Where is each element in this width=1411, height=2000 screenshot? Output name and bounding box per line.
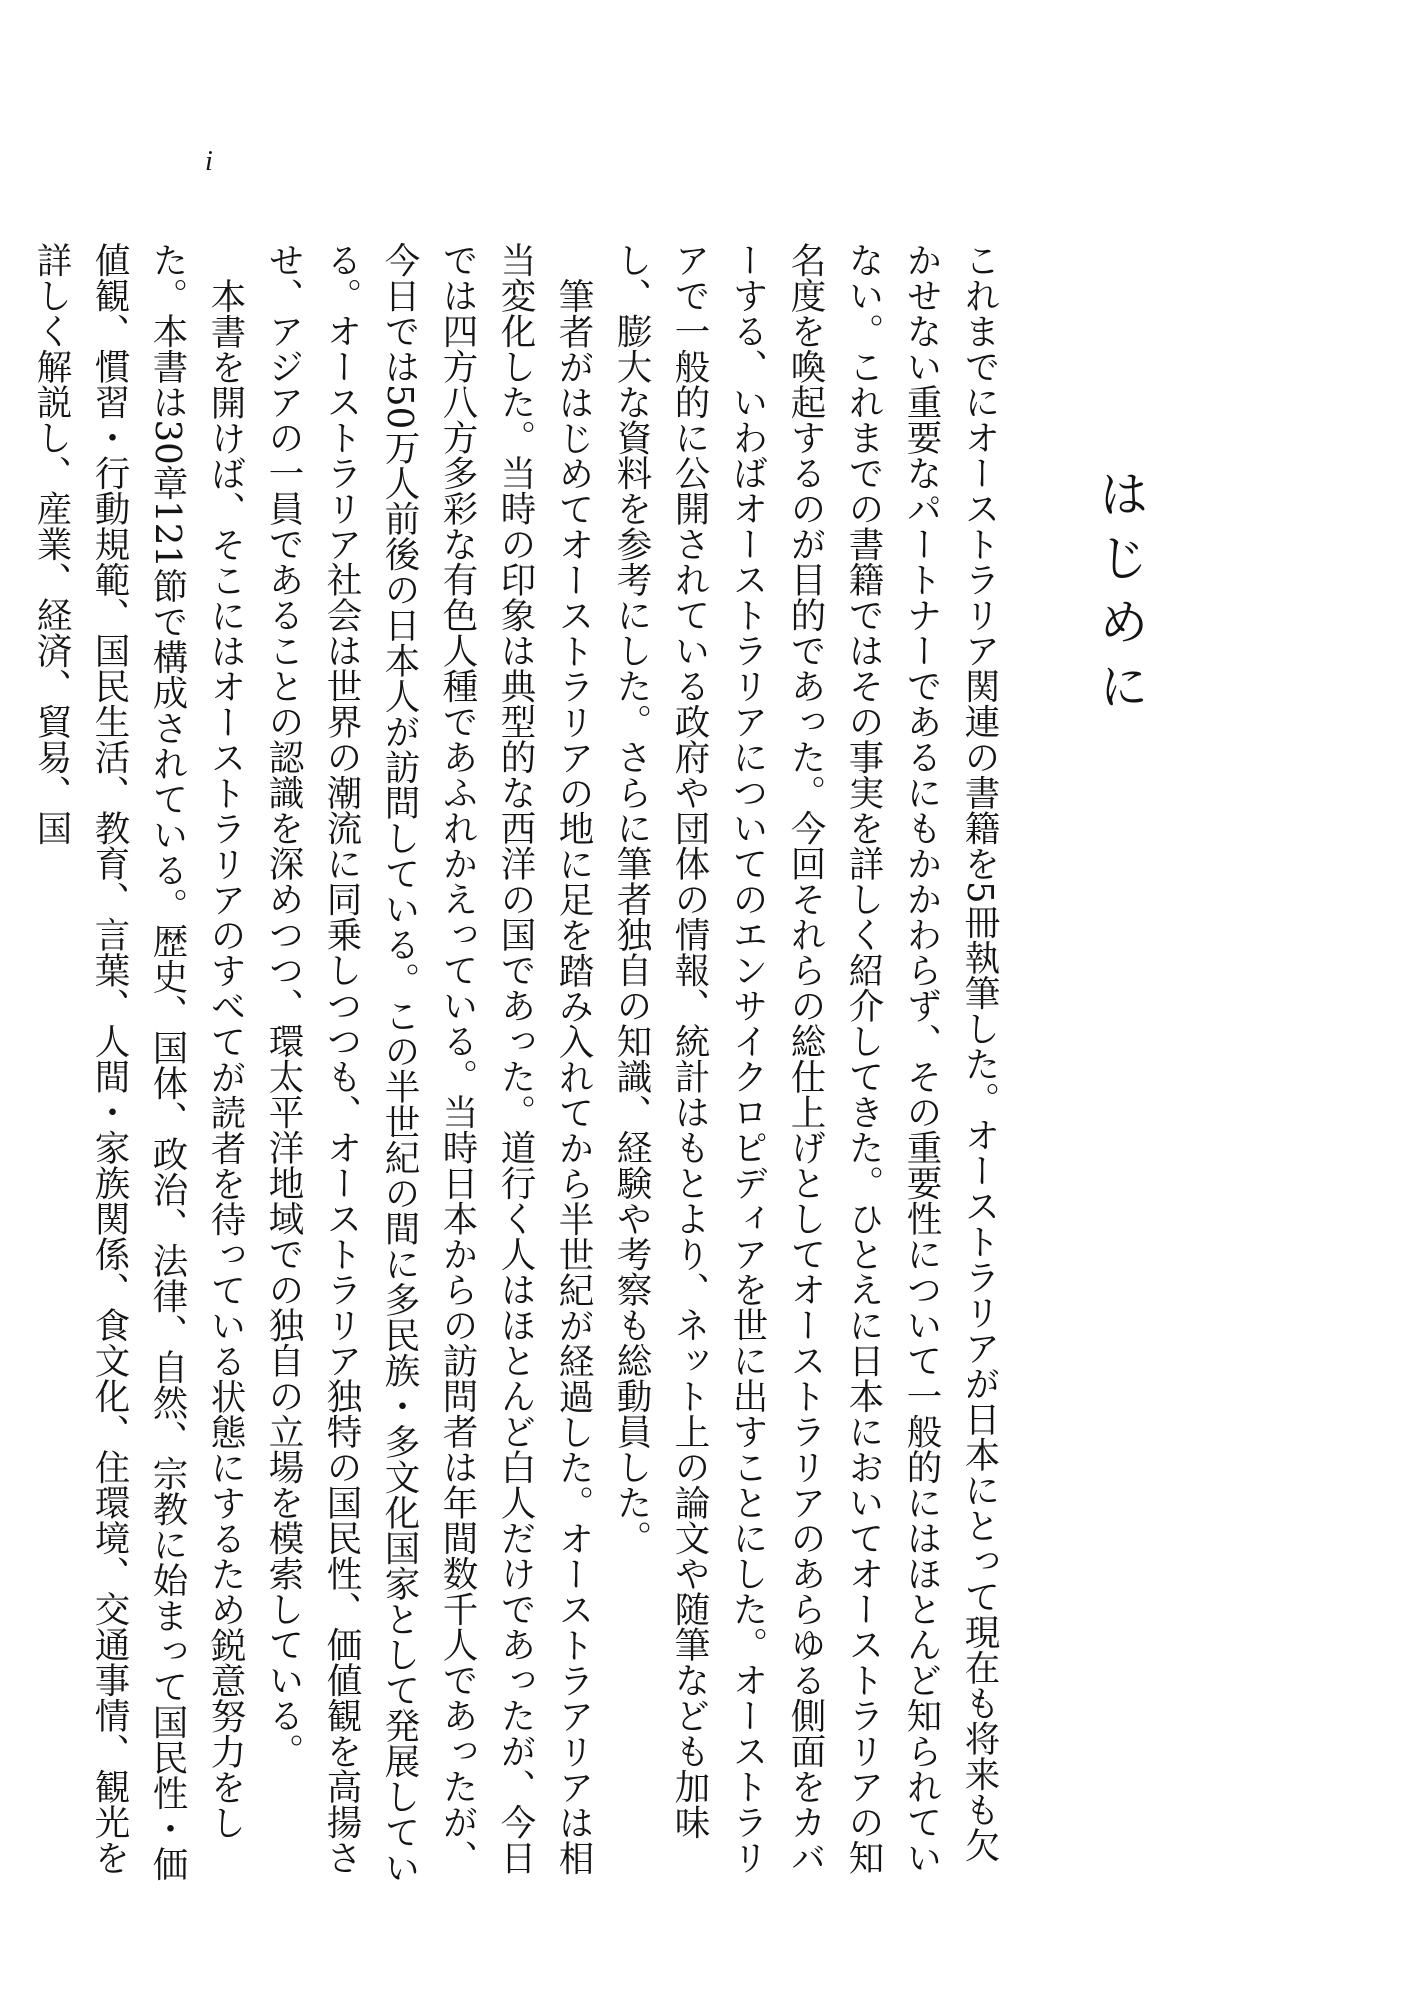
body-text bbox=[31, 242, 1008, 1892]
paragraph-2: 筆者がはじめてオーストラリアの地に足を踏み入れてから半世紀が経過した。オーストラアリアは相当変化した。当時の印象は典型的な西洋の国であった。道行く人はほとんど白人だけであったが、今日では四方八方多彩な有色人種であふれかえっている。当時日本からの訪問者は年間数千人であったが、今日では50万人前後の日本人が訪問している。この半世紀の間に多民族・多文化国家として発展している。オーストラリア社会は世界の潮流に同乗しつつも、オーストラリア独特の国民性、価値観を高揚させ、アジアの一員であることの認識を深めつつ、環太平洋地域での独自の立場を模索している。 bbox=[263, 242, 594, 1885]
paragraph-1: これまでにオーストラリア関連の書籍を5冊執筆した。オーストラリアが日本にとって現在も将来も欠かせない重要なパートナーであるにもかかわらず、その重要性について一般的にはほとんど知られていない。これまでの書籍ではその事実を詳しく紹介してきた。ひとえに日本においてオーストラリアの知名度を喚起するのが目的であった。今回それらの総仕上げとしてオーストラリアのあらゆる側面をカバーする、いわばオーストラリアについてのエンサイクロピディアを世に出すことにした。オーストラリアで一般的に公開されている政府や団体の情報、統計はもとより、ネット上の論文や随筆なども加味し、膨大な資料を参考にした。さらに筆者独自の知識、経験や考察も総動員した。 bbox=[611, 242, 1000, 1875]
chapter-title: はじめに bbox=[1091, 468, 1149, 724]
paragraph-3: 本書を開けば、そこにはオーストラリアのすべてが読者を待っている状態にするため鋭意努力をした。本書は30章121節で構成されている。歴史、国体、政治、法律、自然、宗教に始まって国民性・価値観、慣習・行動規範、国民生活、教育、言葉、人間・家族関係、食文化、住環境、交通事情、観光を詳しく解説し、産業、経済、貿易、国 bbox=[31, 242, 246, 1882]
page-number: i bbox=[205, 146, 213, 177]
